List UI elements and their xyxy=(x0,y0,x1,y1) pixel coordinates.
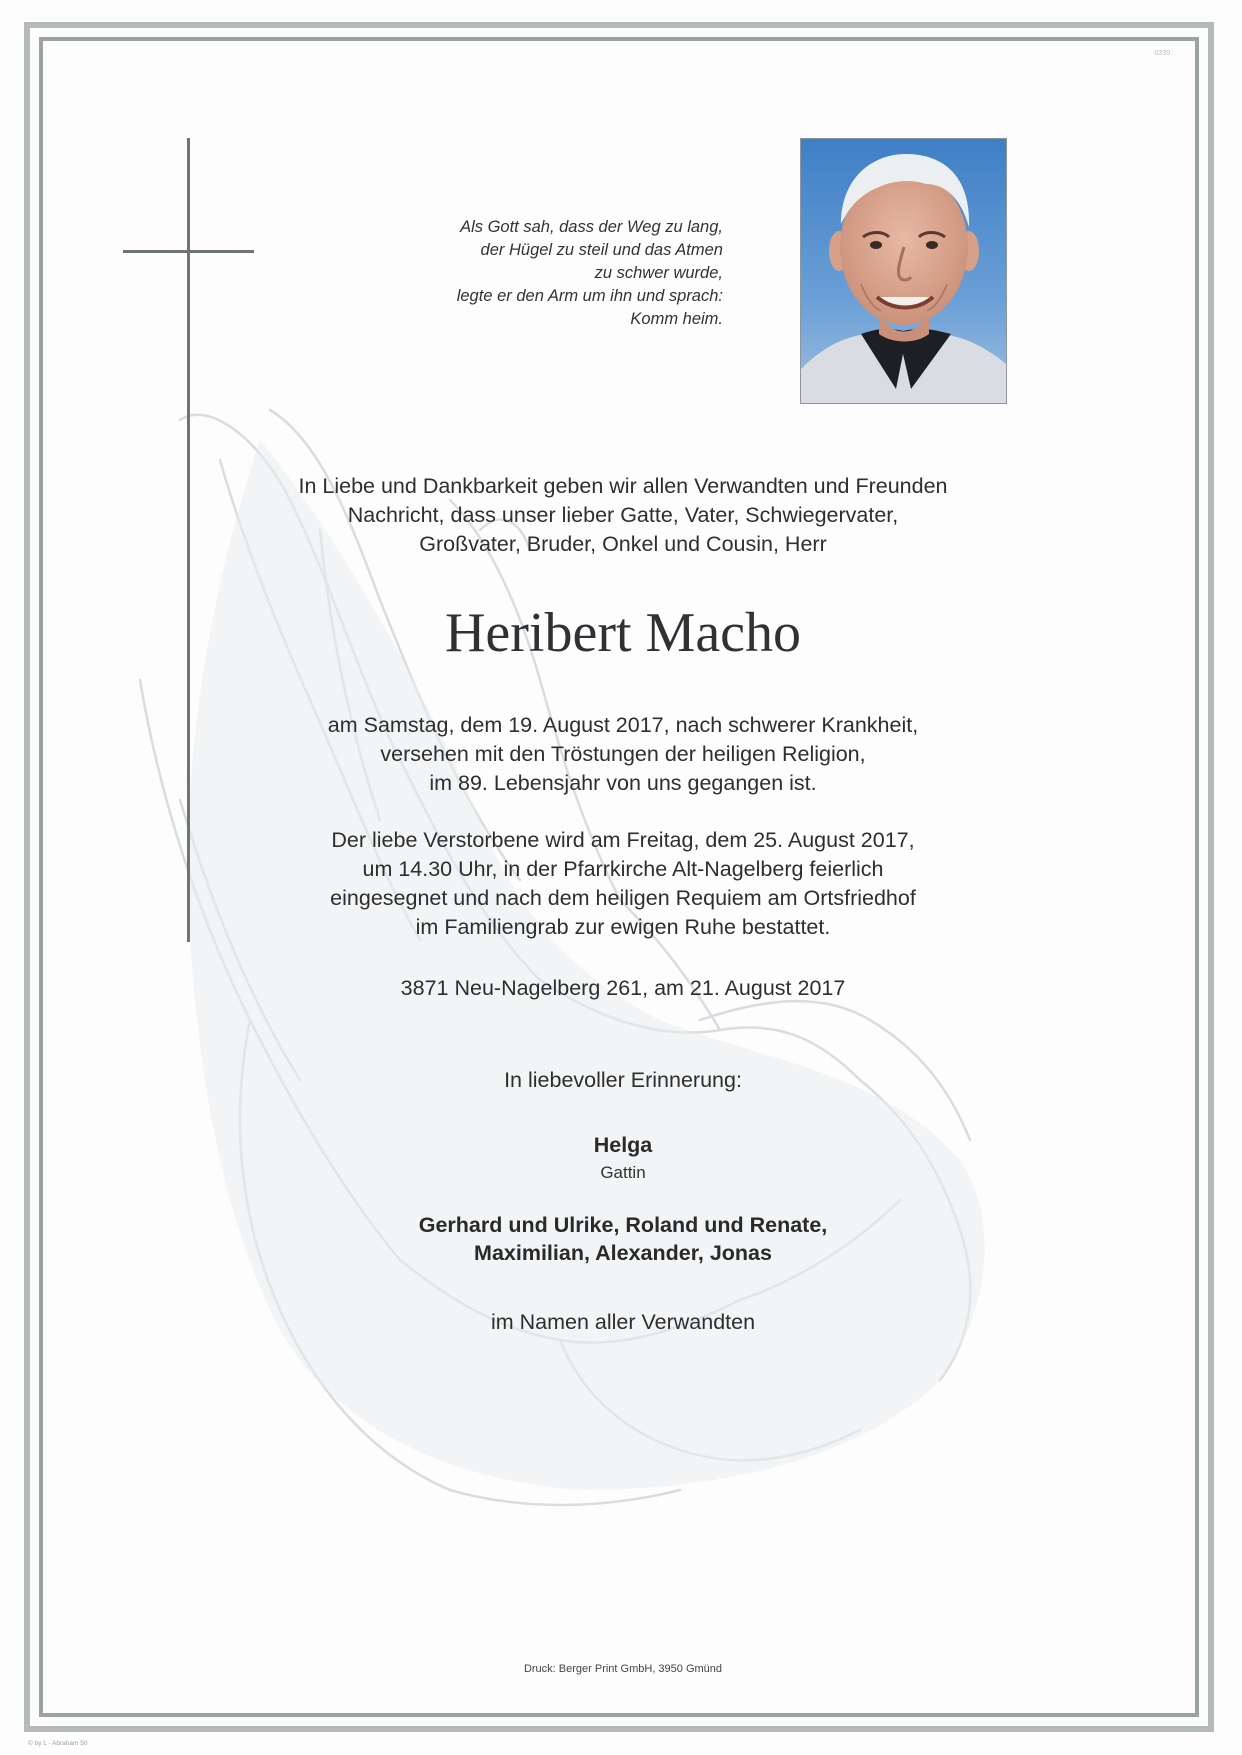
details-line: versehen mit den Tröstungen der heiligen Religion, xyxy=(380,742,866,766)
portrait-photo xyxy=(800,138,1007,404)
memory-line: In liebevoller Erinnerung: xyxy=(504,1068,742,1092)
mourner-family xyxy=(273,1211,973,1267)
corner-mark: 0330 xyxy=(1154,50,1170,57)
poem-line: der Hügel zu steil und das Atmen xyxy=(480,241,723,259)
funeral-details xyxy=(273,826,973,942)
poem-line: Komm heim. xyxy=(630,310,723,328)
details-line: im 89. Lebensjahr von uns gegangen ist. xyxy=(429,771,817,795)
intro-line: Nachricht, dass unser lieber Gatte, Vater, Schwiegervater, xyxy=(347,503,899,527)
cross-icon xyxy=(187,138,190,942)
details-line: am Samstag, dem 19. August 2017, nach schwerer Krankheit, xyxy=(327,713,919,737)
funeral-line: Der liebe Verstorbene wird am Freitag, dem 25. August 2017, xyxy=(331,828,915,852)
closing-line: im Namen aller Verwandten xyxy=(490,1310,756,1334)
family-line: Maximilian, Alexander, Jonas xyxy=(474,1241,772,1265)
funeral-line: um 14.30 Uhr, in der Pfarrkirche Alt-Nagelberg feierlich xyxy=(362,857,884,881)
place-date: 3871 Neu-Nagelberg 261, am 21. August 2017 xyxy=(400,976,846,1000)
funeral-line: eingesegnet und nach dem heiligen Requiem am Ortsfriedhof xyxy=(330,886,916,910)
cross-crossbar xyxy=(123,250,254,253)
intro-line: Großvater, Bruder, Onkel und Cousin, Herr xyxy=(419,532,827,556)
poem-line: zu schwer wurde, xyxy=(594,264,723,282)
printer-credit: Druck: Berger Print GmbH, 3950 Gmünd xyxy=(523,1663,723,1675)
poem-line: Als Gott sah, dass der Weg zu lang, xyxy=(460,218,723,236)
funeral-line: im Familiengrab zur ewigen Ruhe bestattet. xyxy=(415,915,831,939)
deceased-name: Heribert Macho xyxy=(444,602,802,664)
death-details xyxy=(273,711,973,798)
poem xyxy=(363,216,723,331)
family-line: Gerhard und Ulrike, Roland und Renate, xyxy=(418,1213,828,1237)
copyright-note: © by L - Abraham 50 xyxy=(28,1740,88,1747)
intro-line: In Liebe und Dankbarkeit geben wir allen Verwandten und Freunden xyxy=(298,474,948,498)
mourner-primary-name: Helga xyxy=(593,1133,653,1157)
intro-text xyxy=(273,472,973,559)
poem-line: legte er den Arm um ihn und sprach: xyxy=(456,287,723,305)
mourner-primary-role: Gattin xyxy=(600,1163,646,1182)
